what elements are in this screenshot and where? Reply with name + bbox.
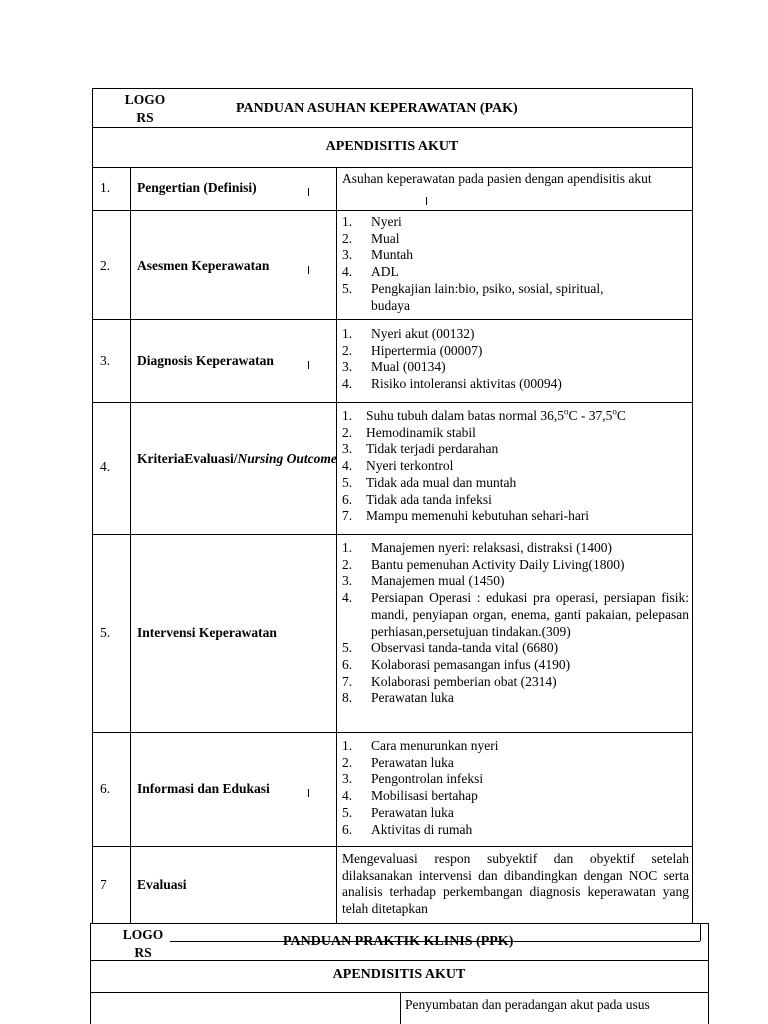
list-item: 1. Nyeri akut (00132) xyxy=(342,326,475,341)
list-item: 7. Mampu memenuhi kebutuhan sehari-hari xyxy=(342,508,590,524)
list-item: 2. Perawatan luka xyxy=(342,754,454,770)
list-item: 3. Muntah xyxy=(342,247,413,263)
row7-label: Evaluasi xyxy=(137,877,187,892)
row1-text: Asuhan keperawatan pada pasien dengan apendisitis akut xyxy=(342,171,652,186)
list-item: 3. Pengontrolan infeksi xyxy=(342,771,484,787)
row5-label: Intervensi Keperawatan xyxy=(137,625,277,640)
ppk-first-text: Penyumbatan dan peradangan akut pada usus xyxy=(405,997,650,1012)
list-item: 3. Manajemen mual (1450) xyxy=(342,573,505,589)
row2-label: Asesmen Keperawatan xyxy=(137,258,270,273)
row4-list xyxy=(342,408,626,525)
list-item: 4. Mobilisasi bertahap xyxy=(342,788,478,804)
list-item: 1. Cara menurunkan nyeri xyxy=(342,738,499,753)
text-cursor-mark xyxy=(426,197,427,205)
text-cursor-mark xyxy=(308,266,309,274)
list-item: 5. Perawatan luka xyxy=(342,804,454,820)
text-cursor-mark xyxy=(308,188,309,196)
row3-number: 3. xyxy=(100,353,111,368)
list-item: 4. Nyeri terkontrol xyxy=(342,458,454,474)
list-item: 5. Pengkajian lain:bio, psiko, sosial, spiritual, budaya xyxy=(342,280,604,313)
list-item: 4. ADL xyxy=(342,264,399,280)
ppk-logo: LOGO RS xyxy=(122,927,164,960)
list-item: 5. Tidak ada mual dan muntah xyxy=(342,474,517,490)
row2-number: 2. xyxy=(100,258,111,273)
list-item: 6. Aktivitas di rumah xyxy=(342,821,473,837)
row6-number: 6. xyxy=(100,781,111,796)
text-cursor-mark xyxy=(308,361,309,369)
list-item: 2. Bantu pemenuhan Activity Daily Living(1800) xyxy=(342,556,625,572)
temperature-range: Suhu tubuh dalam batas normal 36,5$^o$C - 37,5$^o$C xyxy=(366,406,626,423)
pak-title: PANDUAN ASUHAN KEPERAWATAN (PAK) xyxy=(236,101,518,116)
row4-number: 4. xyxy=(100,459,111,474)
ppk-subtitle: APENDISITIS AKUT xyxy=(332,967,466,982)
list-item: 2. Hemodinamik stabil xyxy=(342,424,476,440)
row4-label: KriteriaEvaluasi/Nursing Outcome xyxy=(137,451,337,466)
list-item: 6. Tidak ada tanda infeksi xyxy=(342,491,492,507)
list-item: 5. Observasi tanda-tanda vital (6680) xyxy=(342,640,559,656)
list-item: 7. Kolaborasi pemberian obat (2314) xyxy=(342,673,557,689)
row5-list xyxy=(342,540,689,707)
list-item: 8. Perawatan luka xyxy=(342,690,454,706)
pak-subtitle: APENDISITIS AKUT xyxy=(325,139,459,154)
ppk-title: PANDUAN PRAKTIK KLINIS (PPK) xyxy=(283,934,514,949)
list-item: 3. Mual (00134) xyxy=(342,359,446,375)
row3-label: Diagnosis Keperawatan xyxy=(137,353,274,368)
row3-list xyxy=(342,326,562,393)
list-item: 6. Kolaborasi pemasangan infus (4190) xyxy=(342,656,571,672)
list-item: 2. Hipertermia (00007) xyxy=(342,342,483,358)
pak-logo: LOGO RS xyxy=(124,92,166,125)
row6-label: Informasi dan Edukasi xyxy=(137,781,270,796)
list-item: 4. Persiapan Operasi : edukasi pra operasi, persiapan fisik: mandi, penyiapan organ, enema, ganti pakaian, pelepasan perhiasan,persetujuan tindakan.(309) xyxy=(342,590,689,639)
row6-list xyxy=(342,738,498,838)
row7-number: 7 xyxy=(100,877,107,892)
row7-text: Mengevaluasi respon subyektif dan obyektif setelah dilaksanakan intervensi dan dibandingkan dengan NOC serta analisis terhadap perkembangan diagnosis keperawatan yang telah ditetapkan xyxy=(342,851,689,917)
row1-number: 1. xyxy=(100,180,111,195)
list-item: 3. Tidak terjadi perdarahan xyxy=(342,441,499,457)
text-cursor-mark xyxy=(308,789,309,797)
list-item: 1. Manajemen nyeri: relaksasi, distraksi (1400) xyxy=(342,540,613,555)
row5-number: 5. xyxy=(100,625,111,640)
list-item: 1. Nyeri xyxy=(342,214,402,229)
row1-label: Pengertian (Definisi) xyxy=(137,180,257,195)
list-item: 2. Mual xyxy=(342,230,400,246)
list-item: 1. Suhu tubuh dalam batas normal 36,5$^o$C - 37,5$^o$C xyxy=(342,406,626,423)
row2-list xyxy=(342,214,662,314)
list-item: 4. Risiko intoleransi aktivitas (00094) xyxy=(342,376,562,392)
